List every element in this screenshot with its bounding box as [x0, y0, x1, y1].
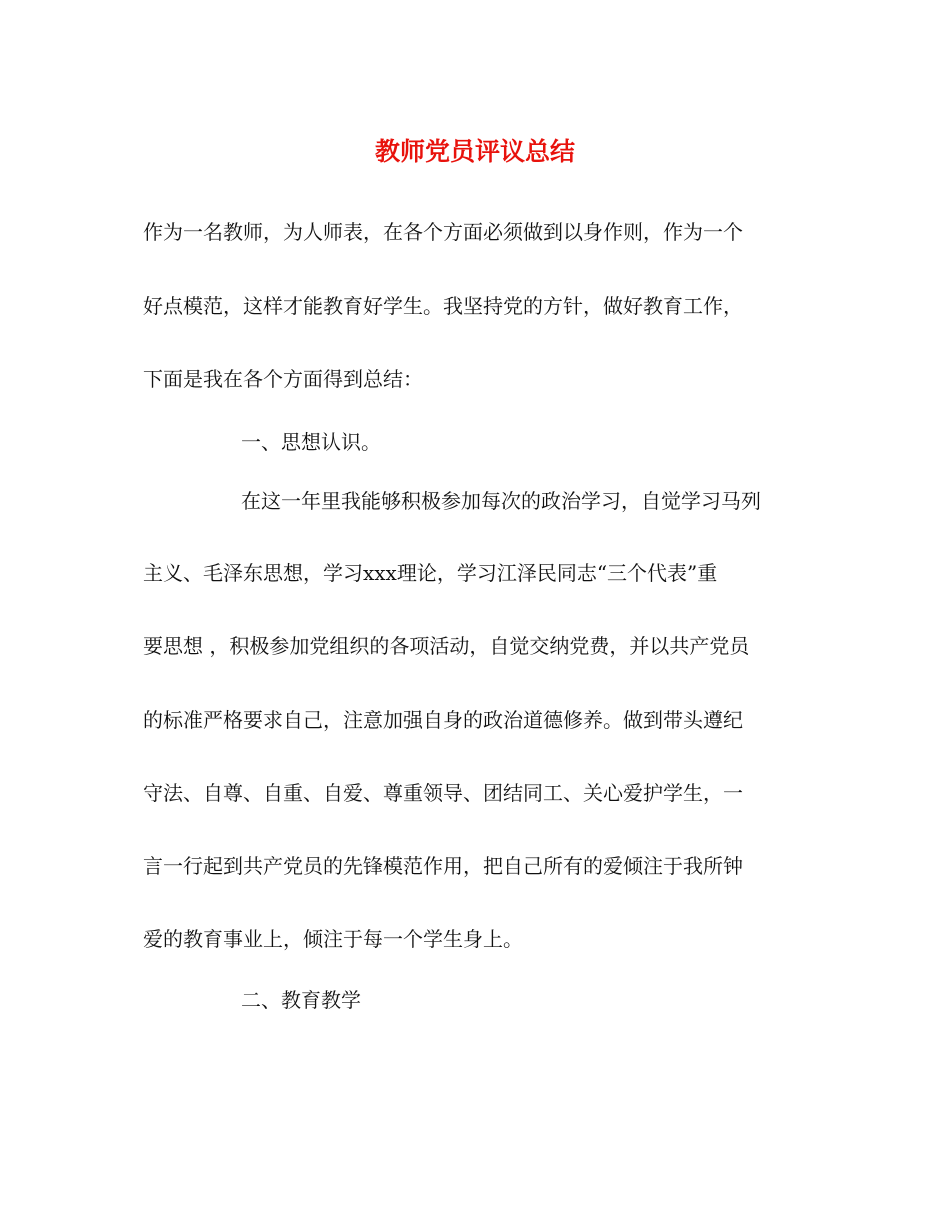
paragraph-line: 言一行起到共产党员的先锋模范作用，把自己所有的爱倾注于我所钟 [143, 854, 743, 878]
paragraph-line: 的标准严格要求自己，注意加强自身的政治道德修养。做到带头遵纪 [143, 708, 743, 732]
paragraph-line: 要思想 ，积极参加党组织的各项活动，自觉交纳党费，并以共产党员 [143, 634, 750, 658]
paragraph-line: 主义、毛泽东思想，学习xxx理论，学习江泽民同志“三个代表”重 [143, 561, 718, 585]
paragraph-line: 好点模范，这样才能教育好学生。我坚持党的方针，做好教育工作， [143, 294, 743, 318]
paragraph-line: 在这一年里我能够积极参加每次的政治学习，自觉学习马列 [241, 489, 761, 513]
document-title: 教师党员评议总结 [374, 137, 575, 166]
section-heading: 一、思想认识。 [241, 430, 381, 454]
paragraph-line: 爱的教育事业上，倾注于每一个学生身上。 [143, 927, 523, 951]
paragraph-line: 守法、自尊、自重、自爱、尊重领导、团结同工、关心爱护学生，一 [143, 781, 743, 805]
section-heading: 二、教育教学 [241, 988, 361, 1012]
paragraph-line: 作为一名教师，为人师表，在各个方面必须做到以身作则，作为一个 [143, 220, 743, 244]
paragraph-line: 下面是我在各个方面得到总结： [143, 367, 423, 391]
